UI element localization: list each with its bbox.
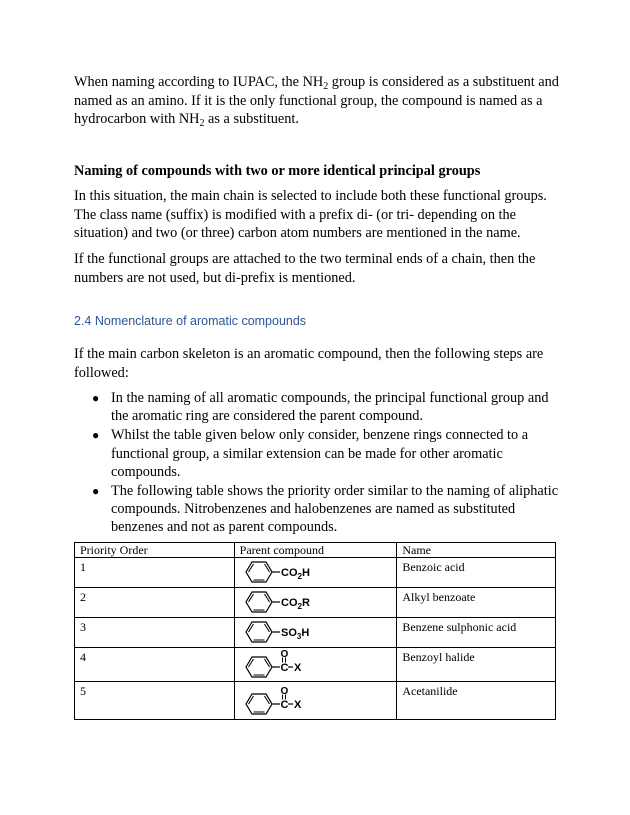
column-header-name: Name [397,543,556,558]
benzene-ring-icon [240,619,330,647]
name-cell: Benzoic acid [397,558,556,588]
list-item: ● The following table shows the priority order similar to the naming of aliphatic compounds. Nitrobenzenes and halobenzenes are named as substituted benzenes and not as parent compounds. [92,483,559,536]
svg-text:C: C [280,662,289,674]
identical-groups-paragraph-2: If the functional groups are attached to the two terminal ends of a chain, then the numbers are not used, but di-prefix is mentioned. [74,251,536,286]
aromatic-intro-paragraph: If the main carbon skeleton is an aromatic compound, then the following steps are followed: [74,346,544,381]
benzoyl-structure-icon [240,649,330,681]
bullet-icon: ● [92,391,100,405]
table-row [75,588,556,618]
list-item: ● In the naming of all aromatic compounds, the principal functional group and the aromatic ring are considered the parent compound. [92,390,549,425]
name-cell: Acetanilide [397,682,556,720]
svg-text:CO2R: $CO_2R$ [280,597,310,611]
priority-cell: 5 [75,682,235,720]
table-row [75,558,556,588]
identical-groups-paragraph-1: In this situation, the main chain is selected to include both these functional groups. The class name (suffix) is modified with a prefix di- (or tri- depending on the situation) and two (or three) carbon atom numbers are mentioned in the name. [74,188,547,241]
priority-table [74,542,556,720]
svg-text:X: X [293,699,301,711]
intro-paragraph: When naming according to IUPAC, the $NH_2$ group is considered as a substituent and named as an amino. If it is the only functional group, the compound is named as a hydrocarbon with $NH_2$ as a substituent. [74,74,559,129]
svg-text:O: O [280,686,288,697]
table-row [75,618,556,648]
benzoyl-structure-icon [240,683,330,719]
structure-cell [234,588,397,618]
column-header-parent: Parent compound [234,543,397,558]
priority-cell: 3 [75,618,235,648]
bullet-icon: ● [92,428,100,443]
name-cell: Benzene sulphonic acid [397,618,556,648]
table-row [75,682,556,720]
name-cell: Alkyl benzoate [397,588,556,618]
list-item: ● Whilst the table given below only consider, benzene rings connected to a functional group, a similar extension can be made for other aromatic compounds. [92,427,529,480]
bullet-icon: ● [92,484,100,499]
svg-text:O: O [280,649,288,660]
aromatic-section-heading: 2.4 Nomenclature of aromatic compounds [74,314,307,328]
svg-text:C: C [280,699,289,711]
benzene-ring-icon [240,589,330,617]
name-cell: Benzoyl halide [397,648,556,682]
structure-cell [234,618,397,648]
svg-text:SO3H: $SO_3H$ [280,627,309,641]
identical-groups-heading: Naming of compounds with two or more identical principal groups [74,163,481,179]
benzene-ring-icon [240,559,330,587]
svg-text:CO2H: $CO_2H$ [280,567,310,581]
structure-cell [234,648,397,682]
column-header-priority: Priority Order [75,543,235,558]
priority-cell: 1 [75,558,235,588]
table-row [75,648,556,682]
aromatic-steps-list [74,389,560,538]
table-header-row [75,543,556,558]
structure-cell [234,558,397,588]
structure-cell [234,682,397,720]
priority-cell: 4 [75,648,235,682]
svg-text:X: X [293,662,301,674]
priority-cell: 2 [75,588,235,618]
